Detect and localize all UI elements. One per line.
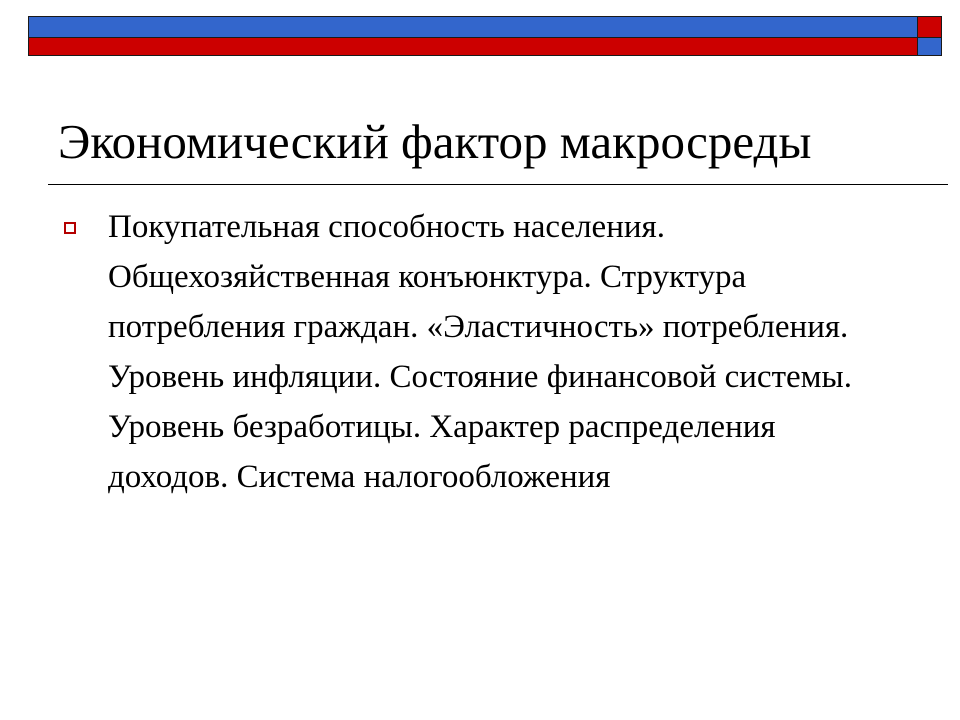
slide-title: Экономический фактор макросреды — [58, 114, 812, 169]
bullet-item — [60, 202, 900, 502]
hollow-square-bullet-icon — [64, 222, 76, 234]
title-divider — [48, 184, 948, 185]
header-corner-blue-square — [918, 38, 942, 56]
header-corner-red-square — [918, 16, 942, 38]
bullet-list — [60, 202, 900, 502]
header-decoration — [28, 16, 942, 56]
header-blue-bar — [28, 16, 918, 38]
header-red-bar — [28, 38, 918, 56]
bullet-text: Покупательная способность населения. Общехозяйственная конъюнктура. Структура потребления граждан. «Эластичность» потребления. Уровень инфляции. Состояние финансовой системы. Уровень безработицы. Характер распределения доходов. Система налогообложения — [108, 209, 852, 495]
